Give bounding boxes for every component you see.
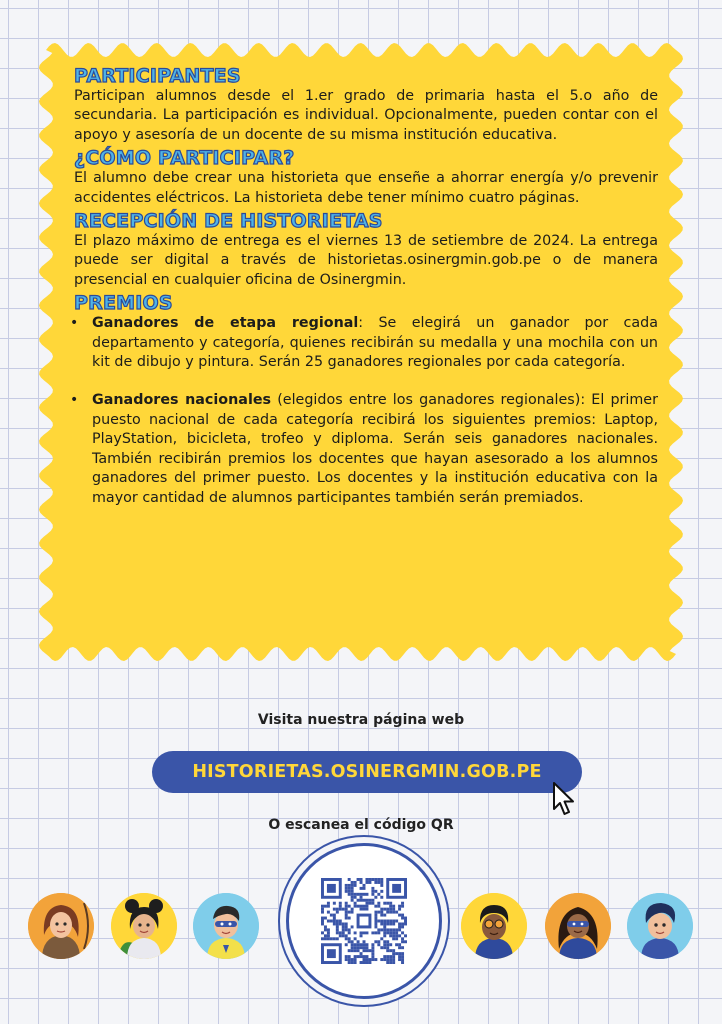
yellow-info-card (34, 38, 688, 666)
prize-national-text: (elegidos entre los ganadores regionales): El primer puesto nacional de cada categoría recibirá los siguientes premios: Laptop, PlayStation, bicicleta, trofeo y diploma. Serán seis ganadores nacionales. También recibirán premios los docentes que hayan asesorado a los alumnos ganadores del primer puesto. Los docentes y la institución educativa con la mayor cantidad de alumnos participantes también serán premiados. (92, 392, 658, 506)
prize-item-national (74, 391, 658, 507)
visit-website-label: Visita nuestra página web (257, 712, 465, 728)
prize-item-regional (74, 314, 658, 372)
avatar-archer-girl (28, 893, 94, 959)
qr-code-frame (286, 843, 442, 999)
prize-national-heading: Ganadores nacionales (92, 392, 272, 409)
avatar-goggles-boy (461, 893, 527, 959)
avatar-masked-girl (545, 893, 611, 959)
qr-code-icon[interactable] (321, 878, 407, 964)
participants-title: PARTICIPANTES (74, 65, 241, 87)
participants-text: Participan alumnos desde el 1.er grado de primaria hasta el 5.o año de secundaria. La participación es individual. Opcionalmente, pueden contar con el apoyo y asesoría de un docente de su misma institución educativa. (74, 88, 658, 143)
avatar-boy-blue-hair (627, 893, 693, 959)
prizes-title: PREMIOS (74, 292, 173, 315)
cursor-icon (552, 782, 578, 818)
avatar-masked-boy (193, 893, 259, 959)
card-content (74, 65, 658, 508)
how-to-participate-text: El alumno debe crear una historieta que enseñe a ahorrar energía y/o prevenir accidentes eléctricos. La historieta debe tener mínimo cuatro páginas. (74, 170, 658, 206)
website-link-button[interactable]: HISTORIETAS.OSINERGMIN.GOB.PE (152, 751, 582, 793)
prize-regional-heading: Ganadores de etapa regional (92, 315, 359, 332)
prizes-list (74, 314, 658, 508)
avatar-girl-headphones (111, 893, 177, 959)
reception-text: El plazo máximo de entrega es el viernes 13 de setiembre de 2024. La entrega puede ser digital a través de historietas.osinergmin.gob.pe o de manera presencial en cualquier oficina de Osinergmin. (74, 233, 658, 288)
prize-regional-text: : Se elegirá un ganador por cada departamento y categoría, quienes recibirán su medalla y una mochila con un kit de dibujo y pintura. Serán 25 ganadores regionales por cada categoría. (92, 315, 658, 371)
reception-title: RECEPCIÓN DE HISTORIETAS (74, 210, 383, 233)
scan-qr-label: O escanea el código QR (268, 817, 454, 833)
how-to-participate-title: ¿CÓMO PARTICIPAR? (74, 147, 295, 170)
